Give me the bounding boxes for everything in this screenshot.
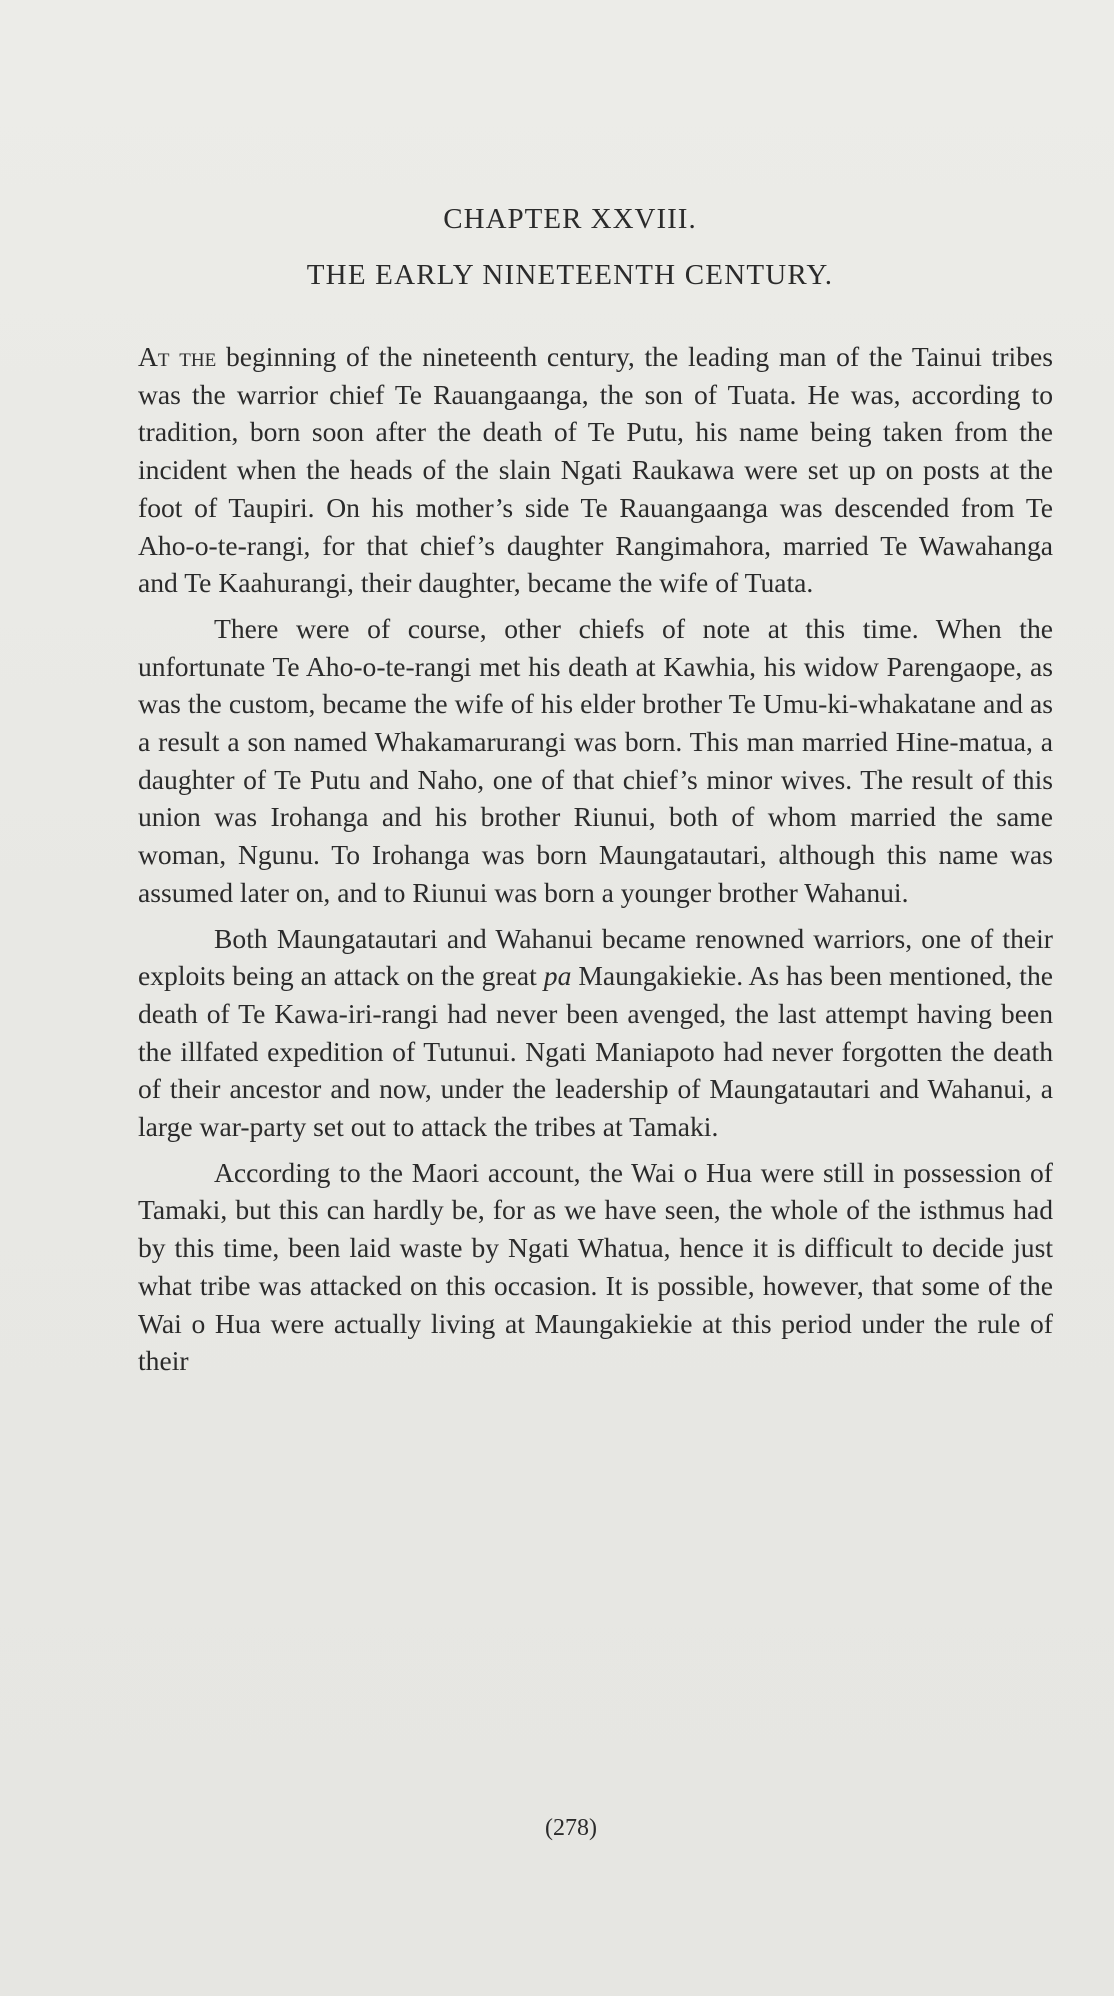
paragraph-3-text-before: Both Maungatautari and Wahanui became renowned warriors, one of their exploits being an attack on the great bbox=[138, 922, 1053, 992]
paragraph-4: According to the Maori account, the Wai o Hua were still in possession of Tamaki, but this can hardly be, for as we have seen, the whole of the isthmus had by this time, been laid waste by Ngati Whatua, hence it is difficult to decide just what tribe was attacked on this occasion. It is possible, however, that some of the Wai o Hua were actually living at Maungakiekie at this period under the rule of their bbox=[138, 1156, 1053, 1377]
paragraph-lead-small-caps: At the bbox=[138, 341, 217, 372]
page-number: (278) bbox=[545, 1815, 597, 1841]
paragraph-1 bbox=[138, 338, 1053, 602]
italic-word: pa bbox=[543, 960, 572, 992]
paragraph-3-text-after: Maungakiekie. As has been mentioned, the death of Te Kawa-iri-rangi had never been avenged, the last attempt having been the illfated expedition of Tutunui. Ngati Maniapoto had never forgotten the death of their ancestor and now, under the leadership of Maungatautari and Wahanui, a large war-party set out to attack the tribes at Tamaki. bbox=[138, 960, 1054, 1143]
chapter-number: CHAPTER XXVIII. bbox=[443, 203, 697, 235]
chapter-title: THE EARLY NINETEENTH CENTURY. bbox=[306, 259, 834, 291]
body-text bbox=[138, 338, 1053, 1388]
paragraph-3 bbox=[138, 920, 1053, 1146]
paragraph-1-text: beginning of the nineteenth century, the leading man of the Tainui tribes was the warrior chief Te Rauangaanga, the son of Tuata. He was, according to tradition, born soon after the death of Te Putu, his name being taken from the incident when the heads of the slain Ngati Raukawa were set up on posts at the foot of Taupiri. On his mother’s side Te Rauangaanga was descended from Te Aho-o-te-rangi, for that chief’s daughter Rangimahora, married Te Wawahanga and Te Kaahurangi, their daughter, became the wife of Tuata. bbox=[138, 341, 1053, 599]
paragraph-2: There were of course, other chiefs of note at this time. When the unfortunate Te Aho-o-te-rangi met his death at Kawhia, his widow Parengaope, as was the custom, became the wife of his elder brother Te Umu-ki-whakatane and as a result a son named Whakamarurangi was born. This man married Hine-matua, a daughter of Te Putu and Naho, one of that chief’s minor wives. The result of this union was Irohanga and his brother Riunui, both of whom married the same woman, Ngunu. To Irohanga was born Maungatautari, although this name was assumed later on, and to Riunui was born a younger brother Wahanui. bbox=[138, 612, 1053, 908]
